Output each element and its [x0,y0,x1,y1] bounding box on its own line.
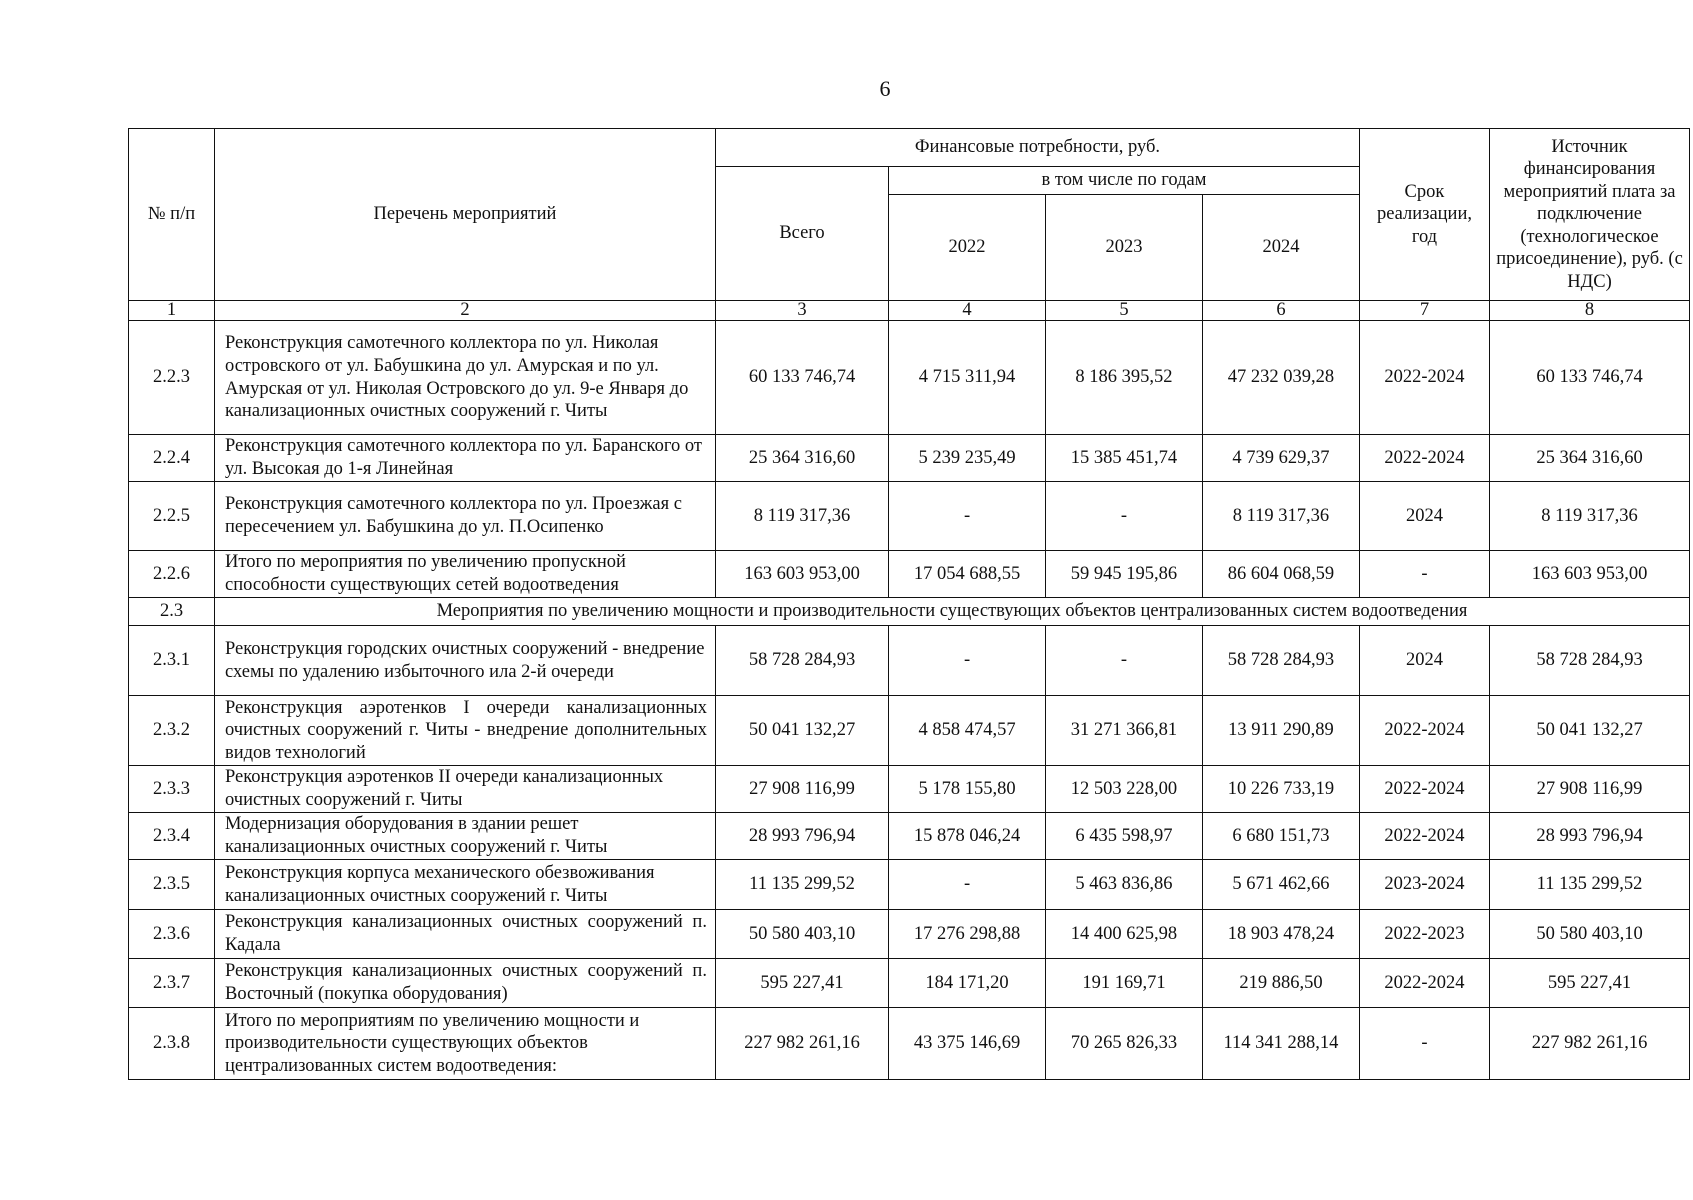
row-2022: 43 375 146,69 [889,1008,1046,1080]
header-activity-list: Перечень мероприятий [215,129,716,301]
row-2022: 5 239 235,49 [889,435,1046,482]
row-term: - [1359,1008,1489,1080]
row-source: 58 728 284,93 [1490,626,1690,696]
row-total: 25 364 316,60 [715,435,888,482]
table-row [129,959,1690,1008]
row-activity: Реконструкция канализационных очистных сооружений п. Кадала [215,910,716,959]
row-num: 2.3.5 [129,860,215,910]
column-number: 2 [215,301,716,321]
row-2022: 17 054 688,55 [889,551,1046,598]
row-2022: - [889,860,1046,910]
row-term: 2022-2024 [1359,959,1489,1008]
row-source: 227 982 261,16 [1490,1008,1690,1080]
row-2023: - [1046,626,1203,696]
table-row-subtotal [129,551,1690,598]
row-2023: 70 265 826,33 [1046,1008,1203,1080]
row-2023: 191 169,71 [1046,959,1203,1008]
row-total: 28 993 796,94 [715,813,888,860]
row-num: 2.3.1 [129,626,215,696]
row-2023: 15 385 451,74 [1046,435,1203,482]
row-2024: 47 232 039,28 [1202,321,1359,435]
row-term: - [1359,551,1489,598]
row-2024: 4 739 629,37 [1202,435,1359,482]
row-2022: 15 878 046,24 [889,813,1046,860]
row-activity: Реконструкция самотечного коллектора по ул. Николая островского от ул. Бабушкина до ул. Амурская и по ул. Амурская от ул. Николая Островского до ул. 9-е Января до канализационных очистных сооружений г. Читы [215,321,716,435]
row-total: 595 227,41 [715,959,888,1008]
row-2022: 4 715 311,94 [889,321,1046,435]
column-number: 5 [1046,301,1203,321]
row-term: 2022-2024 [1359,813,1489,860]
row-source: 25 364 316,60 [1490,435,1690,482]
row-num: 2.3.3 [129,766,215,813]
column-number: 4 [889,301,1046,321]
row-source: 595 227,41 [1490,959,1690,1008]
row-num: 2.3.2 [129,696,215,766]
row-2024: 18 903 478,24 [1202,910,1359,959]
table-row [129,766,1690,813]
table-header [129,129,1690,321]
row-activity: Реконструкция самотечного коллектора по ул. Баранского от ул. Высокая до 1-я Линейная [215,435,716,482]
table-row [129,321,1690,435]
row-term: 2024 [1359,626,1489,696]
row-2024: 86 604 068,59 [1202,551,1359,598]
row-term: 2022-2023 [1359,910,1489,959]
row-source: 27 908 116,99 [1490,766,1690,813]
header-financial-needs: Финансовые потребности, руб. [715,129,1359,167]
row-2024: 13 911 290,89 [1202,696,1359,766]
row-num: 2.3.6 [129,910,215,959]
row-2024: 114 341 288,14 [1202,1008,1359,1080]
header-num: № п/п [129,129,215,301]
header-term: Срок реализации, год [1359,129,1489,301]
column-number: 6 [1202,301,1359,321]
row-activity: Итого по мероприятия по увеличению пропускной способности существующих сетей водоотведения [215,551,716,598]
row-num: 2.3.4 [129,813,215,860]
table-row [129,696,1690,766]
section-title: Мероприятия по увеличению мощности и производительности существующих объектов централизованных систем водоотведения [215,598,1690,626]
row-term: 2022-2024 [1359,435,1489,482]
row-num: 2.3.8 [129,1008,215,1080]
row-num: 2.2.5 [129,482,215,551]
section-num: 2.3 [129,598,215,626]
row-2023: 59 945 195,86 [1046,551,1203,598]
row-2024: 58 728 284,93 [1202,626,1359,696]
row-term: 2022-2024 [1359,766,1489,813]
row-2023: - [1046,482,1203,551]
row-2022: 184 171,20 [889,959,1046,1008]
financial-needs-table [128,128,1690,1080]
table-row [129,435,1690,482]
page-number: 6 [879,76,891,101]
row-term: 2023-2024 [1359,860,1489,910]
column-numbers-row [129,301,1690,321]
row-total: 11 135 299,52 [715,860,888,910]
row-term: 2022-2024 [1359,321,1489,435]
column-number: 1 [129,301,215,321]
table-row-subtotal [129,1008,1690,1080]
row-source: 28 993 796,94 [1490,813,1690,860]
row-2024: 219 886,50 [1202,959,1359,1008]
row-source: 50 580 403,10 [1490,910,1690,959]
row-2022: - [889,626,1046,696]
table-row [129,482,1690,551]
row-activity: Реконструкция самотечного коллектора по ул. Проезжая с пересечением ул. Бабушкина до ул. П.Осипенко [215,482,716,551]
row-term: 2022-2024 [1359,696,1489,766]
header-by-years: в том числе по годам [889,167,1360,195]
row-2023: 6 435 598,97 [1046,813,1203,860]
header-year-2022: 2022 [889,195,1046,301]
row-activity: Модернизация оборудования в здании решет канализационных очистных сооружений г. Читы [215,813,716,860]
row-2024: 8 119 317,36 [1202,482,1359,551]
table-body [129,321,1690,1080]
row-activity: Реконструкция аэротенков I очереди канализационных очистных сооружений г. Читы - внедрение дополнительных видов технологий [215,696,716,766]
row-2022: - [889,482,1046,551]
row-2023: 5 463 836,86 [1046,860,1203,910]
row-num: 2.2.6 [129,551,215,598]
row-activity: Реконструкция корпуса механического обезвоживания канализационных очистных сооружений г. Читы [215,860,716,910]
row-source: 11 135 299,52 [1490,860,1690,910]
row-num: 2.3.7 [129,959,215,1008]
row-num: 2.2.3 [129,321,215,435]
row-num: 2.2.4 [129,435,215,482]
row-total: 227 982 261,16 [715,1008,888,1080]
column-number: 8 [1490,301,1690,321]
table-row [129,860,1690,910]
row-2024: 6 680 151,73 [1202,813,1359,860]
row-total: 27 908 116,99 [715,766,888,813]
row-total: 50 580 403,10 [715,910,888,959]
row-term: 2024 [1359,482,1489,551]
row-activity: Реконструкция аэротенков II очереди канализационных очистных сооружений г. Читы [215,766,716,813]
row-2023: 12 503 228,00 [1046,766,1203,813]
row-activity: Реконструкция городских очистных сооружений - внедрение схемы по удалению избыточного ила 2-й очереди [215,626,716,696]
column-number: 3 [715,301,888,321]
row-2024: 10 226 733,19 [1202,766,1359,813]
row-activity: Итого по мероприятиям по увеличению мощности и производительности существующих объектов централизованных систем водоотведения: [215,1008,716,1080]
header-year-2023: 2023 [1046,195,1203,301]
column-number: 7 [1359,301,1489,321]
row-total: 60 133 746,74 [715,321,888,435]
row-2022: 4 858 474,57 [889,696,1046,766]
row-2023: 8 186 395,52 [1046,321,1203,435]
header-year-2024: 2024 [1202,195,1359,301]
row-source: 163 603 953,00 [1490,551,1690,598]
table-row [129,813,1690,860]
row-total: 58 728 284,93 [715,626,888,696]
row-total: 50 041 132,27 [715,696,888,766]
row-total: 163 603 953,00 [715,551,888,598]
section-row [129,598,1690,626]
row-source: 8 119 317,36 [1490,482,1690,551]
row-2022: 5 178 155,80 [889,766,1046,813]
row-activity: Реконструкция канализационных очистных сооружений п. Восточный (покупка оборудования) [215,959,716,1008]
row-2023: 31 271 366,81 [1046,696,1203,766]
row-2024: 5 671 462,66 [1202,860,1359,910]
row-2022: 17 276 298,88 [889,910,1046,959]
row-source: 50 041 132,27 [1490,696,1690,766]
header-source: Источник финансирования мероприятий плата за подключение (технологическое присоединение), руб. (с НДС) [1490,129,1690,301]
row-source: 60 133 746,74 [1490,321,1690,435]
row-2023: 14 400 625,98 [1046,910,1203,959]
table-row [129,910,1690,959]
row-total: 8 119 317,36 [715,482,888,551]
table-row [129,626,1690,696]
header-total: Всего [715,167,888,301]
